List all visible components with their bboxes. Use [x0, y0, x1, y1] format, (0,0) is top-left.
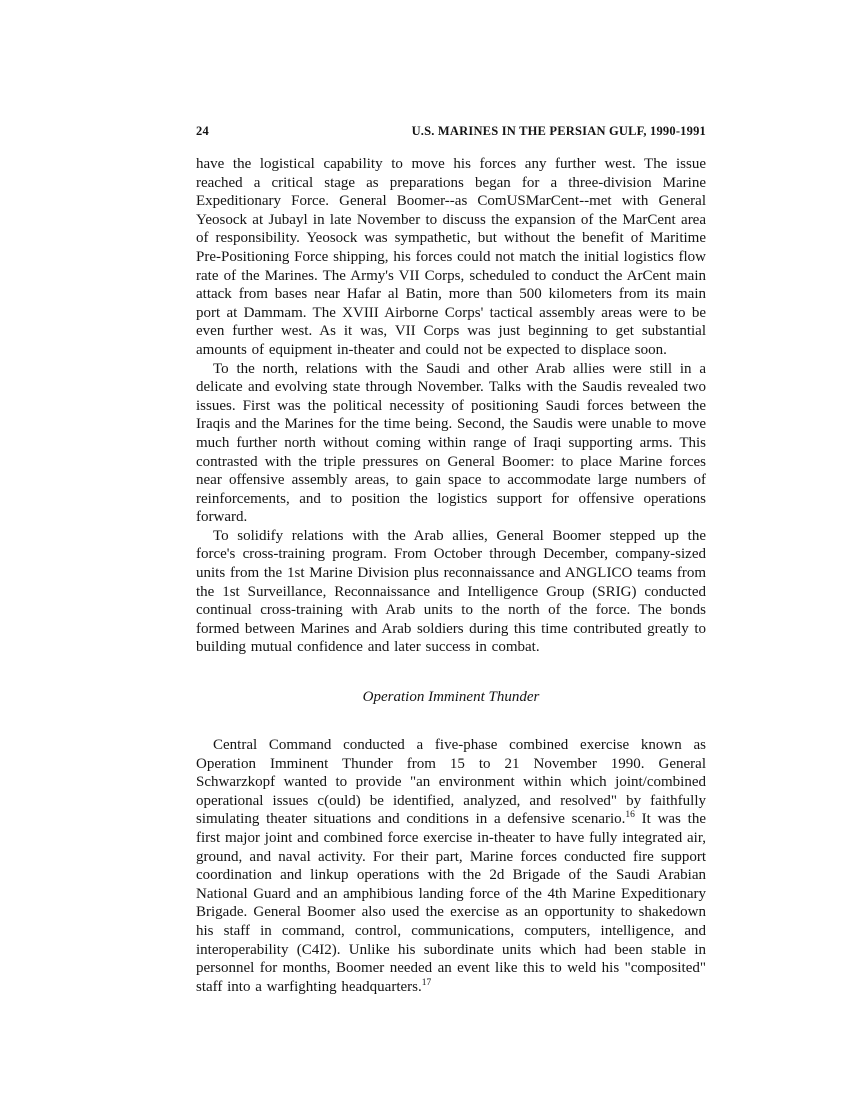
- paragraph-4-text-2: It was the first major joint and combined force exercise in-theater to have fully integrated air, ground, and naval activity. For their part, Marine forces conducted fire support coordination and linkup operations with the 2d Brigade of the Saudi Arabian National Guard and an amphibious landing force of the 4th Marine Expeditionary Brigade. General Boomer also used the exercise as an opportunity to shakedown his staff in command, control, communications, computers, intelligence, and interoperability (C4I2). Unlike his subordinate units which had been stable in personnel for months, Boomer needed an event like this to weld his "composited" staff into a warfighting headquarters.: [196, 811, 706, 995]
- paragraph-4-text-1: Central Command conducted a five-phase combined exercise known as Operation Imminent Thunder from 15 to 21 November 1990. General Schwarzkopf wanted to provide "an environment within which joint/combined operational issues c(ould) be identified, analyzed, and resolved" by faithfully simulating theater situations and conditions in a defensive scenario.: [196, 737, 706, 828]
- footnote-ref-17: 17: [421, 977, 432, 988]
- paragraph-4: [196, 736, 706, 996]
- paragraph-3: To solidify relations with the Arab allies, General Boomer stepped up the force's cross-training program. From October through December, company-sized units from the 1st Marine Division plus reconnaissance and ANGLICO teams from the 1st Surveillance, Reconnaissance and Intelligence Group (SRIG) conducted continual cross-training with Arab units to the north of the force. The bonds formed between Marines and Arab soldiers during this time contributed greatly to building mutual confidence and later success in combat.: [196, 527, 706, 656]
- paragraph-2: To the north, relations with the Saudi and other Arab allies were still in a delicate and evolving state through November. Talks with the Saudis revealed two issues. First was the political necessity of positioning Saudi forces between the Iraqis and the Marines for the time being. Second, the Saudis were unable to move much further north without coming within range of Iraqi supporting arms. This contrasted with the triple pressures on General Boomer: to place Marine forces near offensive assembly areas, to gain space to accommodate large numbers of reinforcements, and to position the logistics support for offensive operations forward.: [196, 360, 706, 526]
- running-header-title: U.S. MARINES IN THE PERSIAN GULF, 1990-1991: [411, 124, 706, 138]
- running-header: [196, 124, 706, 139]
- body-text: [196, 155, 706, 996]
- paragraph-1: have the logistical capability to move his forces any further west. The issue reached a critical stage as preparations began for a three-division Marine Expeditionary Force. General Boomer--as ComUSMarCent--met with General Yeosock at Jubayl in late November to discuss the expansion of the MarCent area of responsibility. Yeosock was sympathetic, but without the benefit of Maritime Pre-Positioning Force shipping, his forces could not match the initial logistics flow rate of the Marines. The Army's VII Corps, scheduled to conduct the ArCent main attack from bases near Hafar al Batin, more than 500 kilometers from its main port at Dammam. The XVIII Airborne Corps' tactical assembly areas were to be even further west. As it was, VII Corps was just beginning to get substantial amounts of equipment in-theater and could not be expected to displace soon.: [196, 156, 706, 358]
- page-number: 24: [196, 124, 209, 138]
- section-heading: Operation Imminent Thunder: [362, 689, 540, 706]
- text-column: [196, 124, 706, 996]
- footnote-ref-16: 16: [625, 810, 635, 821]
